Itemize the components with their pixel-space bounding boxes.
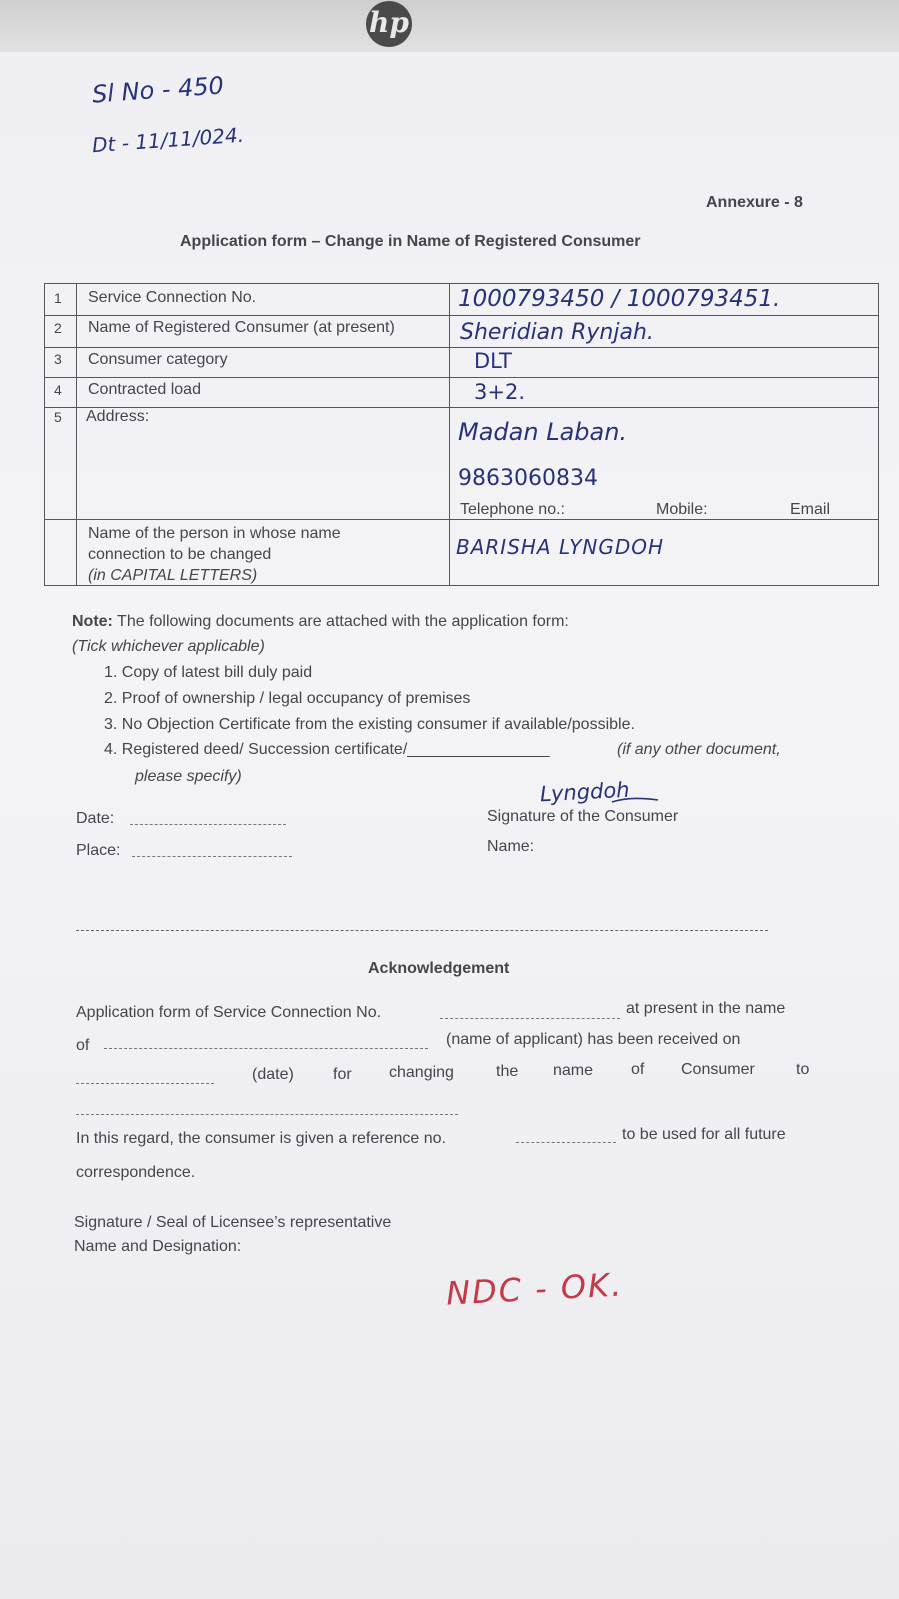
ndc-ok-remark-handwritten: NDC - OK.: [445, 1265, 625, 1313]
row-2-number: 2: [54, 320, 62, 336]
ack-word-of: of: [631, 1061, 645, 1078]
phone-handwritten: 9863060834: [458, 466, 598, 491]
ack-line-2-start: of: [76, 1037, 90, 1054]
signature-underline-stroke: [610, 794, 660, 806]
form-title: Application form – Change in Name of Registered Consumer: [180, 233, 641, 250]
name-designation-label: Name and Designation:: [74, 1238, 242, 1255]
ack-word-the: the: [496, 1063, 519, 1080]
ack-word-changing: changing: [389, 1064, 454, 1081]
ack-line-4-start: In this regard, the consumer is given a reference no.: [76, 1130, 446, 1147]
place-label: Place:: [76, 842, 121, 859]
row-4-label: Contracted load: [88, 381, 201, 398]
licensee-signature-label: Signature / Seal of Licensee’s representative: [74, 1214, 392, 1231]
row-5-number: 5: [54, 409, 62, 425]
ack-line-1-start: Application form of Service Connection No.: [76, 1004, 382, 1021]
mobile-label: Mobile:: [656, 501, 708, 518]
printer-top-edge: [0, 0, 899, 56]
application-form-sheet: [0, 52, 899, 1599]
name-label: Name:: [487, 838, 535, 855]
ack-line-4-end: to be used for all future: [622, 1126, 786, 1143]
telephone-label: Telephone no.:: [460, 501, 565, 518]
address-handwritten: Madan Laban.: [458, 418, 628, 446]
date-blank: [130, 824, 286, 825]
signature-label: Signature of the Consumer: [487, 808, 679, 825]
document-item-3: 3. No Objection Certificate from the existing consumer if available/possible.: [104, 716, 635, 733]
service-connection-no-handwritten: 1000793450 / 1000793451.: [458, 286, 781, 312]
document-item-4-suffix: (if any other document,: [617, 741, 781, 758]
ack-service-no-blank: [440, 1018, 620, 1019]
email-label: Email: [790, 501, 831, 518]
ack-word-date: (date): [252, 1066, 294, 1083]
ack-line-5: correspondence.: [76, 1164, 196, 1181]
serial-no-handwritten: Sl No - 450: [91, 71, 225, 109]
consumer-name-handwritten: Sheridian Rynjah.: [460, 320, 654, 345]
row-5-label: Address:: [86, 408, 150, 425]
ack-word-to: to: [796, 1061, 810, 1078]
consumer-signature-handwritten: Lyngdoh: [539, 777, 631, 807]
acknowledgement-title: Acknowledgement: [368, 960, 510, 977]
ack-line-2-end: (name of applicant) has been received on: [446, 1031, 741, 1048]
date-label: Date:: [76, 810, 115, 827]
row-2-label: Name of Registered Consumer (at present): [88, 319, 395, 336]
document-item-2: 2. Proof of ownership / legal occupancy of premises: [104, 690, 471, 707]
hp-logo-icon: hp: [366, 1, 412, 47]
separator-line: [76, 930, 768, 931]
ack-word-name: name: [553, 1062, 594, 1079]
ack-name-blank: [104, 1048, 428, 1049]
document-item-4-continuation: please specify): [135, 768, 242, 785]
category-handwritten: DLT: [474, 349, 512, 373]
annexure-label: Annexure - 8: [706, 194, 803, 211]
note-line: Note: The following documents are attached with the application form:: [72, 613, 569, 630]
ack-word-for: for: [333, 1066, 352, 1083]
row-3-number: 3: [54, 351, 62, 367]
new-name-handwritten: BARISHA LYNGDOH: [456, 535, 665, 559]
load-handwritten: 3+2.: [474, 380, 525, 404]
row-4-number: 4: [54, 382, 62, 398]
document-item-1: 1. Copy of latest bill duly paid: [104, 664, 313, 681]
tick-instruction: (Tick whichever applicable): [72, 638, 265, 655]
row-1-label: Service Connection No.: [88, 289, 257, 306]
document-item-4: 4. Registered deed/ Succession certificate/________________: [104, 741, 550, 758]
ack-line-1-end: at present in the name: [626, 1000, 786, 1017]
date-handwritten: Dt - 11/11/024.: [91, 122, 245, 158]
ack-new-name-blank: [76, 1114, 458, 1115]
row-3-label: Consumer category: [88, 351, 228, 368]
row-1-number: 1: [54, 290, 62, 306]
place-blank: [132, 856, 292, 857]
ack-date-blank: [76, 1083, 214, 1084]
new-name-label: Name of the person in whose name connection to be changed (in CAPITAL LETTERS): [88, 525, 341, 584]
ack-word-consumer: Consumer: [681, 1061, 755, 1078]
ack-reference-blank: [516, 1142, 616, 1143]
